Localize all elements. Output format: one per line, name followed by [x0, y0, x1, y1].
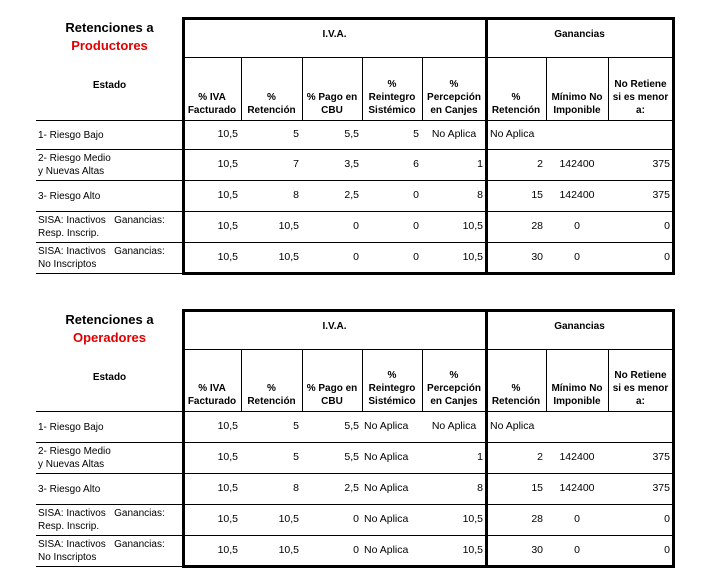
column-header-line: %	[387, 370, 397, 381]
table-cell: 15	[531, 189, 543, 201]
table-cell: 10,5	[217, 513, 238, 525]
group-header-ganancias: Ganancias	[554, 29, 605, 40]
column-header-line: %	[387, 79, 397, 90]
table-cell: 10,5	[278, 220, 299, 232]
column-header-line: % Pago en	[306, 383, 358, 394]
table-cell: 5	[293, 451, 299, 463]
group-header-iva: I.V.A.	[322, 321, 347, 332]
estado-line1: SISA: Inactivos Ganancias:	[38, 246, 165, 257]
table-cell: 8	[477, 189, 483, 201]
table-cell: 5	[293, 128, 299, 140]
table-cell: 375	[652, 451, 670, 463]
column-header-line: Reintegro	[368, 383, 416, 394]
estado-cell	[37, 536, 183, 566]
table-cell: 142400	[559, 189, 595, 201]
column-header-line: Facturado	[187, 105, 237, 116]
column-header-line: Imponible	[553, 396, 601, 407]
table-cell: 10,5	[217, 544, 238, 556]
table-cell: 0	[353, 513, 359, 525]
table-cell: 30	[531, 544, 543, 556]
table-cell: 0	[574, 220, 580, 232]
table-title-line1: Retenciones a	[65, 312, 154, 327]
estado-line2: Resp. Inscrip.	[38, 521, 100, 532]
column-header-line: %	[511, 92, 521, 103]
table-cell: 1	[477, 451, 483, 463]
column-header-line: Retención	[491, 105, 541, 116]
table-cell: 8	[293, 482, 299, 494]
table-cell: 5	[413, 128, 419, 140]
table-cell: 10,5	[217, 451, 238, 463]
column-header-line: Retención	[247, 105, 296, 116]
table-cell: No Aplica	[364, 482, 409, 494]
estado-line2: y Nuevas Altas	[38, 166, 105, 177]
table-cell: No Aplica	[364, 544, 409, 556]
table-cell: 10,5	[278, 544, 299, 556]
table-cell: 0	[574, 513, 580, 525]
table-cell: 0	[413, 251, 419, 263]
table-cell: 8	[293, 189, 299, 201]
column-header-line: %	[449, 79, 459, 90]
table-cell: 375	[652, 189, 670, 201]
table-cell: 0	[574, 251, 580, 263]
table-cell: 0	[664, 220, 670, 232]
estado-line1: 1- Riesgo Bajo	[38, 129, 104, 141]
table-cell: 10,5	[217, 158, 238, 170]
table-cell: No Aplica	[490, 128, 535, 140]
table-cell: 10,5	[462, 513, 483, 525]
table-title-line2: Operadores	[73, 330, 146, 345]
table-cell: 2	[537, 451, 543, 463]
estado-line2: y Nuevas Altas	[38, 459, 105, 470]
table-cell: 375	[652, 482, 670, 494]
column-header-line: CBU	[321, 396, 343, 407]
table-cell: 0	[353, 544, 359, 556]
column-header-line: % Pago en	[306, 92, 358, 103]
column-header-line: Facturado	[187, 396, 237, 407]
row-divider	[36, 566, 183, 567]
table-cell: 10,5	[217, 128, 238, 140]
column-header-line: si es menor	[612, 92, 669, 103]
column-header-line: a:	[636, 396, 645, 407]
column-header-line: Retención	[491, 396, 541, 407]
column-header-line: %	[449, 370, 459, 381]
column-header-line: % IVA	[198, 92, 226, 103]
column-header-line: en Canjes	[430, 105, 478, 116]
table-cell: No Aplica	[364, 420, 409, 432]
column-header-line: Mínimo No	[551, 383, 603, 394]
table-cell: 5,5	[344, 451, 359, 463]
table-cell: No Aplica	[431, 420, 477, 432]
table-cell: 142400	[559, 451, 595, 463]
table-cell: 142400	[559, 482, 595, 494]
column-header-line: si es menor	[612, 383, 669, 394]
column-header-line: Mínimo No	[551, 92, 603, 103]
estado-line2: No Inscriptos	[38, 552, 97, 563]
column-header-line: %	[267, 92, 276, 103]
table-cell: 0	[664, 251, 670, 263]
column-header-line: %	[267, 383, 276, 394]
column-header-line: Reintegro	[368, 92, 416, 103]
estado-line2: No Inscriptos	[38, 259, 97, 270]
column-header-line: No Retiene	[614, 79, 667, 90]
column-header-line: % IVA	[198, 383, 226, 394]
table-cell: 8	[477, 482, 483, 494]
estado-line2: Resp. Inscrip.	[38, 228, 100, 239]
estado-cell	[37, 443, 183, 473]
estado-line1: 1- Riesgo Bajo	[38, 421, 104, 433]
estado-line1: SISA: Inactivos Ganancias:	[38, 508, 165, 519]
table-cell: 10,5	[217, 420, 238, 432]
table-cell: 10,5	[462, 544, 483, 556]
column-header-line: a:	[636, 105, 645, 116]
table-cell: 10,5	[278, 251, 299, 263]
table-cell: 0	[574, 544, 580, 556]
estado-line1: 3- Riesgo Alto	[38, 483, 101, 495]
column-header-line: CBU	[321, 105, 343, 116]
column-header-line: %	[511, 383, 521, 394]
table-cell: 5,5	[344, 128, 359, 140]
column-header-line: Retención	[247, 396, 296, 407]
table-cell: 5	[293, 420, 299, 432]
estado-cell	[37, 505, 183, 535]
column-header-line: en Canjes	[430, 396, 478, 407]
table-border	[182, 309, 675, 568]
estado-line1: SISA: Inactivos Ganancias:	[38, 539, 165, 550]
table-cell: 0	[353, 220, 359, 232]
table-title-line2: Productores	[71, 38, 148, 53]
table-cell: No Aplica	[364, 513, 409, 525]
estado-line1: SISA: Inactivos Ganancias:	[38, 215, 165, 226]
table-cell: No Aplica	[364, 451, 409, 463]
table-cell: 2,5	[344, 189, 359, 201]
table-cell: 2	[537, 158, 543, 170]
table-cell: 10,5	[217, 251, 238, 263]
table-cell: 2,5	[344, 482, 359, 494]
estado-line1: 2- Riesgo Medio	[38, 153, 111, 164]
column-header-line: No Retiene	[614, 370, 667, 381]
table-cell: 6	[413, 158, 419, 170]
table-cell: 7	[293, 158, 299, 170]
estado-cell	[37, 412, 183, 442]
table-cell: 375	[652, 158, 670, 170]
group-header-iva: I.V.A.	[322, 29, 347, 40]
table-title	[36, 311, 183, 347]
estado-header: Estado	[92, 372, 127, 383]
table-cell: 30	[531, 251, 543, 263]
column-header-line: Percepción	[427, 92, 481, 103]
table-cell: 10,5	[462, 220, 483, 232]
table-cell: 10,5	[217, 189, 238, 201]
estado-cell	[37, 474, 183, 504]
column-header-line: Imponible	[553, 105, 601, 116]
group-divider	[485, 309, 488, 568]
table-cell: 0	[413, 220, 419, 232]
table-title-line1: Retenciones a	[65, 20, 154, 35]
table-cell: 10,5	[462, 251, 483, 263]
table-cell: 0	[413, 189, 419, 201]
table-cell: 10,5	[217, 220, 238, 232]
column-header-line: Percepción	[427, 383, 481, 394]
table-cell: 1	[477, 158, 483, 170]
table-cell: 28	[531, 513, 543, 525]
table-cell: 142400	[559, 158, 595, 170]
table-cell: 10,5	[278, 513, 299, 525]
table-cell: 3,5	[344, 158, 359, 170]
table-cell: 0	[664, 513, 670, 525]
table-cell: 5,5	[344, 420, 359, 432]
estado-line1: 2- Riesgo Medio	[38, 446, 111, 457]
column-header-line: Sistémico	[368, 105, 416, 116]
table-cell: 0	[353, 251, 359, 263]
estado-header: Estado	[92, 80, 127, 91]
table-cell: No Aplica	[490, 420, 535, 432]
table-cell: 15	[531, 482, 543, 494]
table-cell: 28	[531, 220, 543, 232]
estado-line1: 3- Riesgo Alto	[38, 190, 101, 202]
table-cell: No Aplica	[431, 128, 477, 140]
table-cell: 0	[664, 544, 670, 556]
table-cell: 10,5	[217, 482, 238, 494]
column-header-line: Sistémico	[368, 396, 416, 407]
group-header-ganancias: Ganancias	[554, 321, 605, 332]
